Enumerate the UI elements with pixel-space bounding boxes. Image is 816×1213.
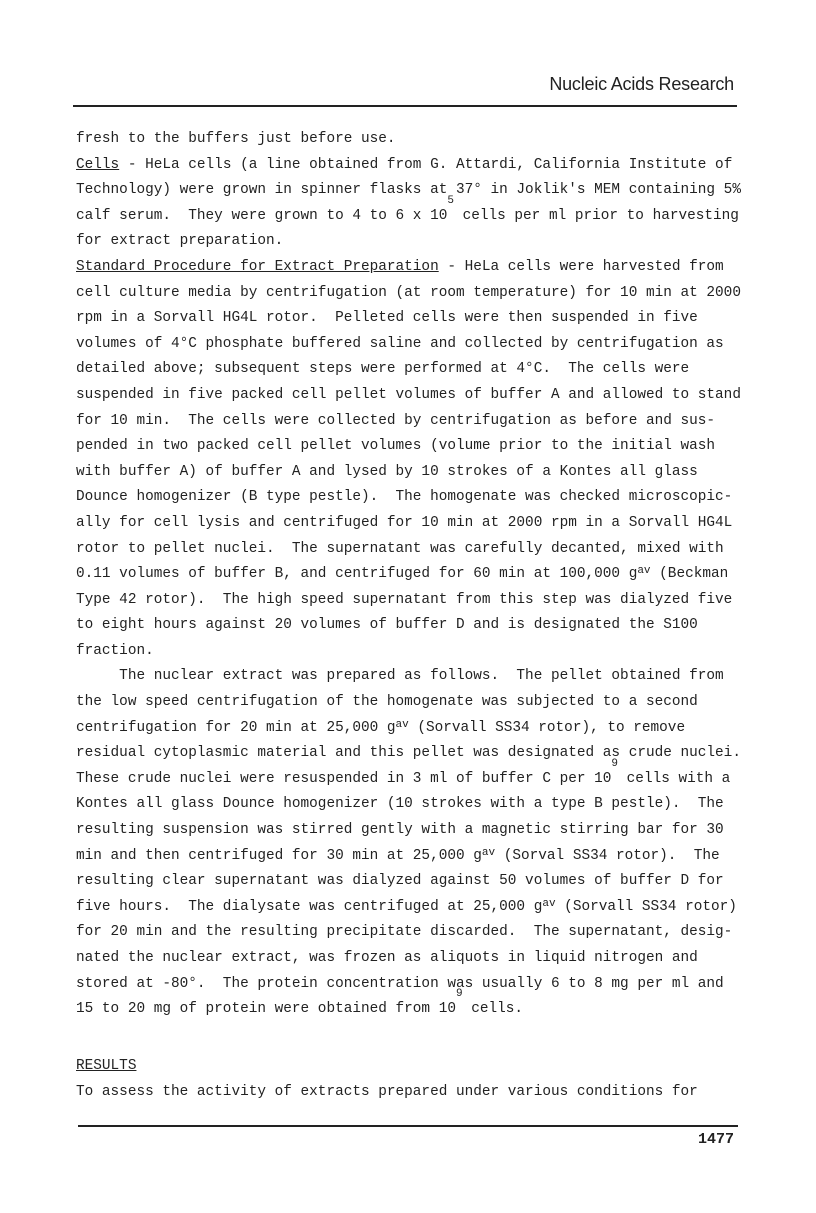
- text-line: for 20 min and the resulting precipitate discarded. The supernatant, desig-: [76, 924, 733, 941]
- journal-title: Nucleic Acids Research: [549, 74, 734, 94]
- text-line: ally for cell lysis and centrifuged for 10 min at 2000 rpm in a Sorvall HG4L: [76, 514, 733, 531]
- subscript: av: [542, 897, 556, 910]
- text-line: suspended in five packed cell pellet volumes of buffer A and allowed to stand: [76, 386, 741, 403]
- text-line: Type 42 rotor). The high speed supernatant from this step was dialyzed five: [76, 591, 733, 608]
- text-line: These crude nuclei were resuspended in 3 ml of buffer C per $10^9$ cells with a: [76, 757, 731, 787]
- text-line: The nuclear extract was prepared as follows. The pellet obtained from: [76, 668, 724, 685]
- section-heading-standard-procedure: Standard Procedure for Extract Preparation: [76, 258, 439, 275]
- text-line: Cells - HeLa cells (a line obtained from G. Attardi, California Institute of: [76, 156, 733, 173]
- text-line: 0.11 volumes of buffer B, and centrifuged for 60 min at 100,000 $g_{av}$ (Beckman: [76, 565, 729, 583]
- text-line: centrifugation for 20 min at 25,000 $g_{av}$ (Sorvall SS34 rotor), to remove: [76, 718, 686, 736]
- text-line: five hours. The dialysate was centrifuged at 25,000 $g_{av}$ (Sorvall SS34 rotor): [76, 897, 737, 915]
- text-line: calf serum. They were grown to 4 to 6 x $10^5$ cells per ml prior to harvesting: [76, 194, 739, 224]
- results-heading: RESULTS: [76, 1058, 137, 1075]
- subscript: av: [637, 565, 651, 578]
- text-line: nated the nuclear extract, was frozen as aliquots in liquid nitrogen and: [76, 950, 698, 966]
- text-line: resulting clear supernatant was dialyzed against 50 volumes of buffer D for: [76, 873, 724, 890]
- text-line: cell culture media by centrifugation (at room temperature) for 10 min at 2000: [76, 284, 741, 301]
- text-line: for 10 min. The cells were collected by centrifugation as before and sus-: [76, 412, 716, 429]
- text-line: [76, 1054, 736, 1080]
- text-line: residual cytoplasmic material and this pellet was designated as crude nuclei.: [76, 745, 741, 762]
- text-line: Kontes all glass Dounce homogenizer (10 strokes with a type B pestle). The: [76, 796, 724, 813]
- page-number: 1477: [697, 1131, 734, 1148]
- text-line: fraction.: [76, 642, 154, 659]
- header-rule: [73, 105, 737, 107]
- paragraph-gap: [76, 1023, 736, 1049]
- text-line: 15 to 20 mg of protein were obtained from $10^9$ cells.: [76, 988, 524, 1018]
- text-line: rpm in a Sorvall HG4L rotor. Pelleted cells were then suspended in five: [76, 310, 698, 327]
- text-line: the low speed centrifugation of the homogenate was subjected to a second: [76, 694, 698, 711]
- section-heading-cells: Cells: [76, 156, 120, 173]
- text-line: volumes of 4°C phosphate buffered saline and collected by centrifugation as: [76, 335, 724, 352]
- text-line: with buffer A) of buffer A and lysed by 10 strokes of a Kontes all glass: [76, 463, 698, 480]
- superscript: 9: [455, 988, 463, 1001]
- text-line: Technology) were grown in spinner flasks at 37° in Joklik's MEM containing 5%: [76, 182, 741, 199]
- text-line: To assess the activity of extracts prepared under various conditions for: [76, 1083, 698, 1100]
- text-line: for extract preparation.: [76, 233, 284, 250]
- text-line: rotor to pellet nuclei. The supernatant was carefully decanted, mixed with: [76, 540, 724, 557]
- text-line: pended in two packed cell pellet volumes (volume prior to the initial wash: [76, 438, 716, 455]
- subscript: av: [395, 718, 409, 731]
- subscript: av: [481, 846, 496, 859]
- superscript: 5: [447, 194, 454, 207]
- body-text: [76, 127, 741, 1106]
- text-line: detailed above; subsequent steps were performed at 4°C. The cells were: [76, 361, 690, 378]
- text-line: resulting suspension was stirred gently with a magnetic stirring bar for 30: [76, 822, 724, 839]
- text-line: fresh to the buffers just before use.: [76, 131, 396, 147]
- text-line: to eight hours against 20 volumes of buffer D and is designated the S100: [76, 617, 698, 634]
- text-line: Standard Procedure for Extract Preparation - HeLa cells were harvested from: [76, 258, 724, 275]
- text-line: stored at -80°. The protein concentration was usually 6 to 8 mg per ml and: [76, 975, 724, 992]
- superscript: 9: [611, 757, 619, 770]
- text-line: Dounce homogenizer (B type pestle). The homogenate was checked microscopic-: [76, 489, 733, 506]
- text-line: min and then centrifuged for 30 min at 25,000 $g_{av}$ (Sorval SS34 rotor). The: [76, 846, 720, 864]
- footer-rule: [78, 1125, 738, 1127]
